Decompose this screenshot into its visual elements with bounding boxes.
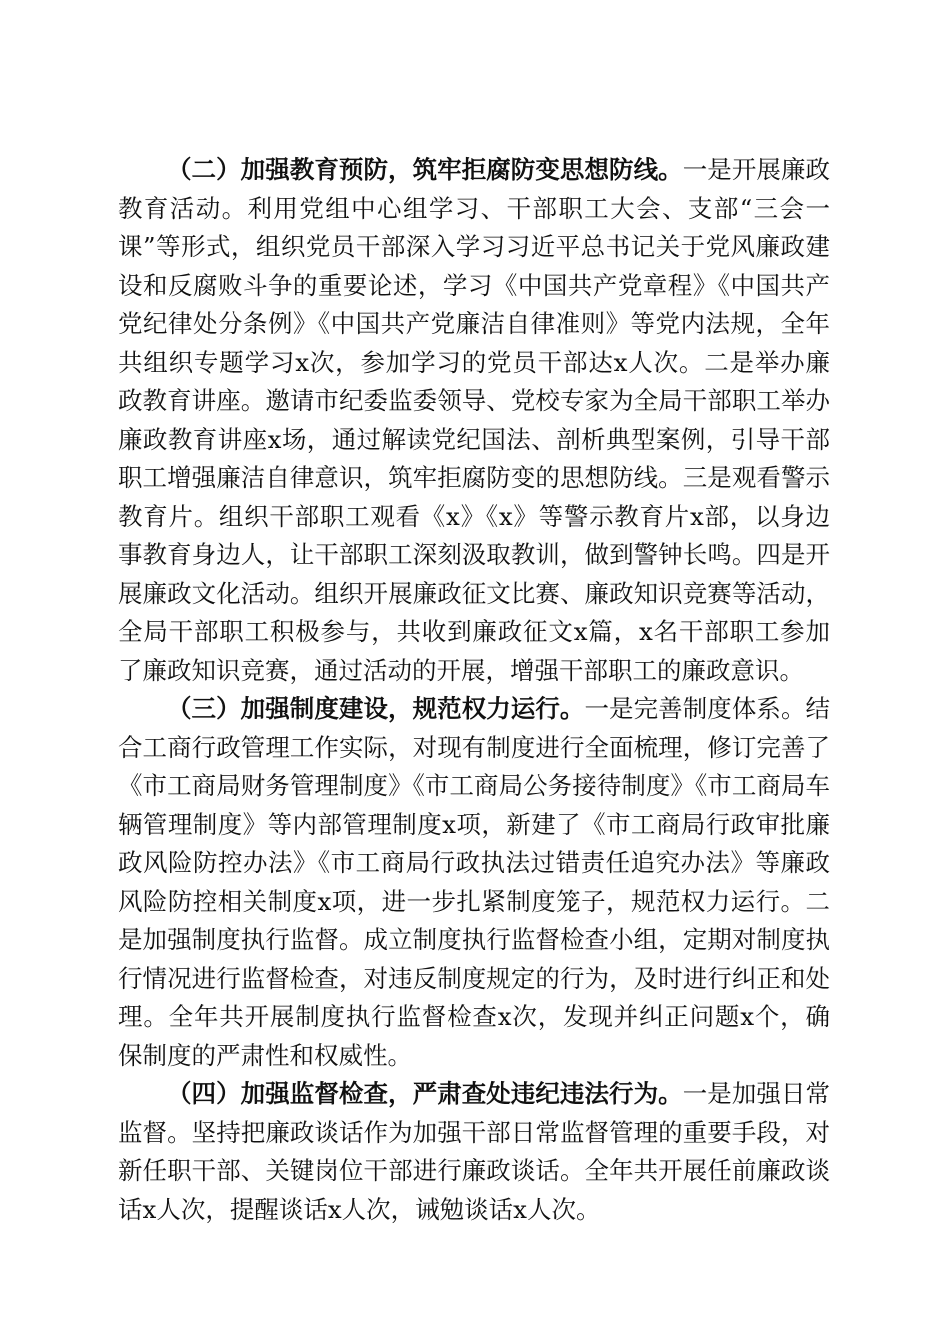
paragraph-text: 一是加强日常监督。坚持把廉政谈话作为加强干部日常监督管理的重要手段，对新任职干部、关键岗位干部进行廉政谈话。全年共开展任前廉政谈话x人次，提醒谈话x人次，诫勉谈话x人次。 (118, 1079, 831, 1224)
section-heading-3: （三）加强制度建设，规范权力运行。 (167, 694, 585, 723)
paragraph-system-building (118, 690, 830, 1075)
section-heading-4: （四）加强监督检查，严肃查处违纪违法行为。 (167, 1079, 683, 1108)
paragraph-education-prevention (118, 151, 830, 690)
paragraph-supervision-inspection (118, 1075, 830, 1229)
paragraph-text: 一是完善制度体系。结合工商行政管理工作实际，对现有制度进行全面梳理，修订完善了《市工商局财务管理制度》《市工商局公务接待制度》《市工商局车辆管理制度》等内部管理制度x项，新建了《市工商局行政审批廉政风险防控办法》《市工商局行政执法过错责任追究办法》等廉政风险防控相关制度x项，进一步扎紧制度笼子，规范权力运行。二是加强制度执行监督。成立制度执行监督检查小组，定期对制度执行情况进行监督检查，对违反制度规定的行为，及时进行纠正和处理。全年共开展制度执行监督检查x次，发现并纠正问题x个，确保制度的严肃性和权威性。 (118, 694, 831, 1070)
paragraph-text: 一是开展廉政教育活动。利用党组中心组学习、干部职工大会、支部“三会一课”等形式，组织党员干部深入学习习近平总书记关于党风廉政建设和反腐败斗争的重要论述，学习《中国共产党章程》《中国共产党纪律处分条例》《中国共产党廉洁自律准则》等党内法规，全年共组织专题学习x次，参加学习的党员干部达x人次。二是举办廉政教育讲座。邀请市纪委监委领导、党校专家为全局干部职工举办廉政教育讲座x场，通过解读党纪国法、剖析典型案例，引导干部职工增强廉洁自律意识，筑牢拒腐防变的思想防线。三是观看警示教育片。组织干部职工观看《x》《x》等警示教育片x部，以身边事教育身边人，让干部职工深刻汲取教训，做到警钟长鸣。四是开展廉政文化活动。组织开展廉政征文比赛、廉政知识竞赛等活动，全局干部职工积极参与，共收到廉政征文x篇，x名干部职工参加了廉政知识竞赛，通过活动的开展，增强干部职工的廉政意识。 (118, 155, 831, 685)
document-body (118, 151, 830, 1229)
section-heading-2: （二）加强教育预防，筑牢拒腐防变思想防线。 (167, 155, 683, 184)
